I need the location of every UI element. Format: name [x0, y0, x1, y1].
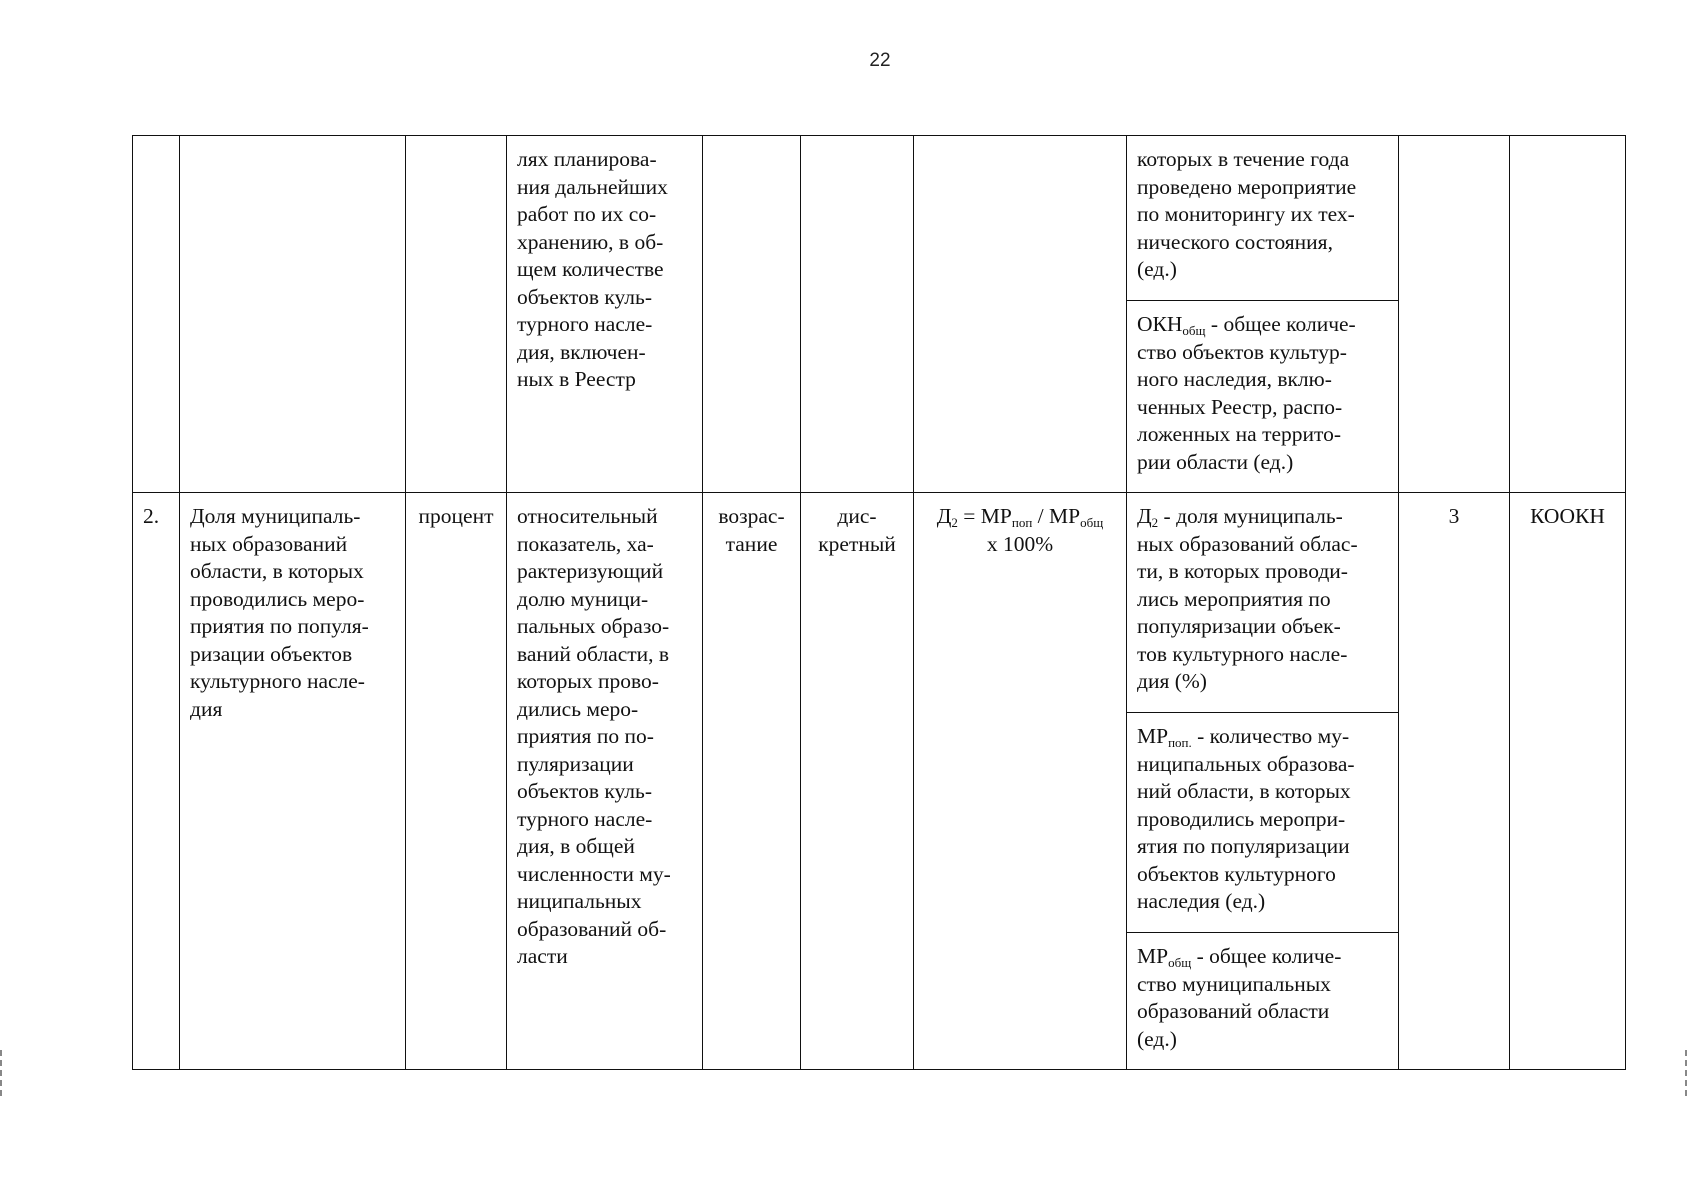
param-description: - доля муниципаль- ных образований облас- ти, в которых проводи- лись мероприятия по популяризации объек- тов культурного насле- дия (%): [1137, 504, 1358, 693]
cell-responsible: [1510, 136, 1626, 493]
cell-description: [507, 493, 703, 1070]
table-row-2: [133, 493, 1626, 713]
cell-param: [1127, 301, 1399, 493]
formula-tail: х 100%: [986, 531, 1054, 556]
method-code: 3: [1448, 504, 1460, 528]
param-description: - общее количе- ство муниципальных образований области (ед.): [1137, 944, 1342, 1051]
type-text: дис- кретный: [818, 504, 896, 556]
cell-param: [1127, 713, 1399, 933]
row-number: 2.: [143, 504, 160, 528]
cell-description: [507, 136, 703, 493]
param-symbol-sub: общ: [1182, 323, 1206, 338]
cell-number: [133, 493, 180, 1070]
scan-edge-mark: [1685, 1050, 1693, 1096]
formula-sub1: поп: [1011, 515, 1033, 530]
cell-number: [133, 136, 180, 493]
formula-sub2: общ: [1080, 515, 1104, 530]
responsible-text: КООКН: [1530, 504, 1605, 528]
param-symbol: Д: [1137, 504, 1152, 528]
dynamics-text: возрас- тание: [718, 504, 785, 556]
cell-param: [1127, 933, 1399, 1070]
indicator-table: [132, 135, 1626, 1070]
cell-param: [1127, 136, 1399, 301]
cell-unit: [406, 136, 507, 493]
formula-lhs-sub: 2: [951, 515, 958, 530]
cell-type: [801, 136, 914, 493]
cell-method: [1399, 493, 1510, 1070]
cell-formula: [914, 136, 1127, 493]
cell-dynamics: [703, 136, 801, 493]
param-symbol: МР: [1137, 724, 1169, 748]
cell-param: [1127, 493, 1399, 713]
page-number: 22: [869, 50, 891, 71]
formula-line: [937, 504, 1103, 528]
cell-name: [180, 493, 406, 1070]
indicator-name: Доля муниципаль- ных образований области, в которых проводились меро- приятия по популя- ризации объектов культурного насле- дия: [190, 504, 369, 721]
param-description: - общее количе- ство объектов культур- ного наследия, вклю- ченных Реестр, распо- ложенных на террито- рии области (ед.): [1137, 312, 1356, 474]
param-symbol-sub: 2: [1151, 515, 1159, 530]
cell-formula: [914, 493, 1127, 1070]
param-text: которых в течение года проведено мероприятие по мониторингу их тех- нического состояния, (ед.): [1137, 147, 1357, 281]
description-text: лях планирова- ния дальнейших работ по их со- хранению, в об- щем количестве объектов куль- турного насле- дия, включен- ных в Реестр: [517, 147, 668, 391]
table-row-continued: [133, 136, 1626, 301]
formula-div: / МР: [1032, 504, 1081, 528]
param-text: [1137, 311, 1388, 476]
param-text: [1137, 503, 1388, 696]
param-symbol: ОКН: [1137, 312, 1183, 336]
formula-lhs: Д: [936, 504, 952, 528]
cell-dynamics: [703, 493, 801, 1070]
cell-name: [180, 136, 406, 493]
formula-eq: = МР: [957, 504, 1012, 528]
param-symbol-sub: общ: [1168, 955, 1192, 970]
cell-unit: [406, 493, 507, 1070]
param-symbol: МР: [1137, 944, 1169, 968]
param-description: - количество му- ниципальных образова- ний области, в которых проводились меропри- ятия по популяризации объектов культурного наследия (ед.): [1137, 724, 1355, 913]
param-text: [1137, 723, 1388, 916]
description-text: относительный показатель, ха- рактеризующий долю муници- пальных образо- ваний области, в которых прово- дились меро- приятия по по- пуляризации объектов куль- турного насле- дия, в общей численности му- ниципальных образований об- ласти: [517, 504, 671, 968]
scan-edge-mark: [0, 1050, 8, 1096]
cell-type: [801, 493, 914, 1070]
cell-method: [1399, 136, 1510, 493]
param-text: [1137, 943, 1388, 1053]
unit-text: процент: [418, 504, 494, 528]
param-symbol-sub: поп.: [1168, 735, 1192, 750]
cell-responsible: [1510, 493, 1626, 1070]
